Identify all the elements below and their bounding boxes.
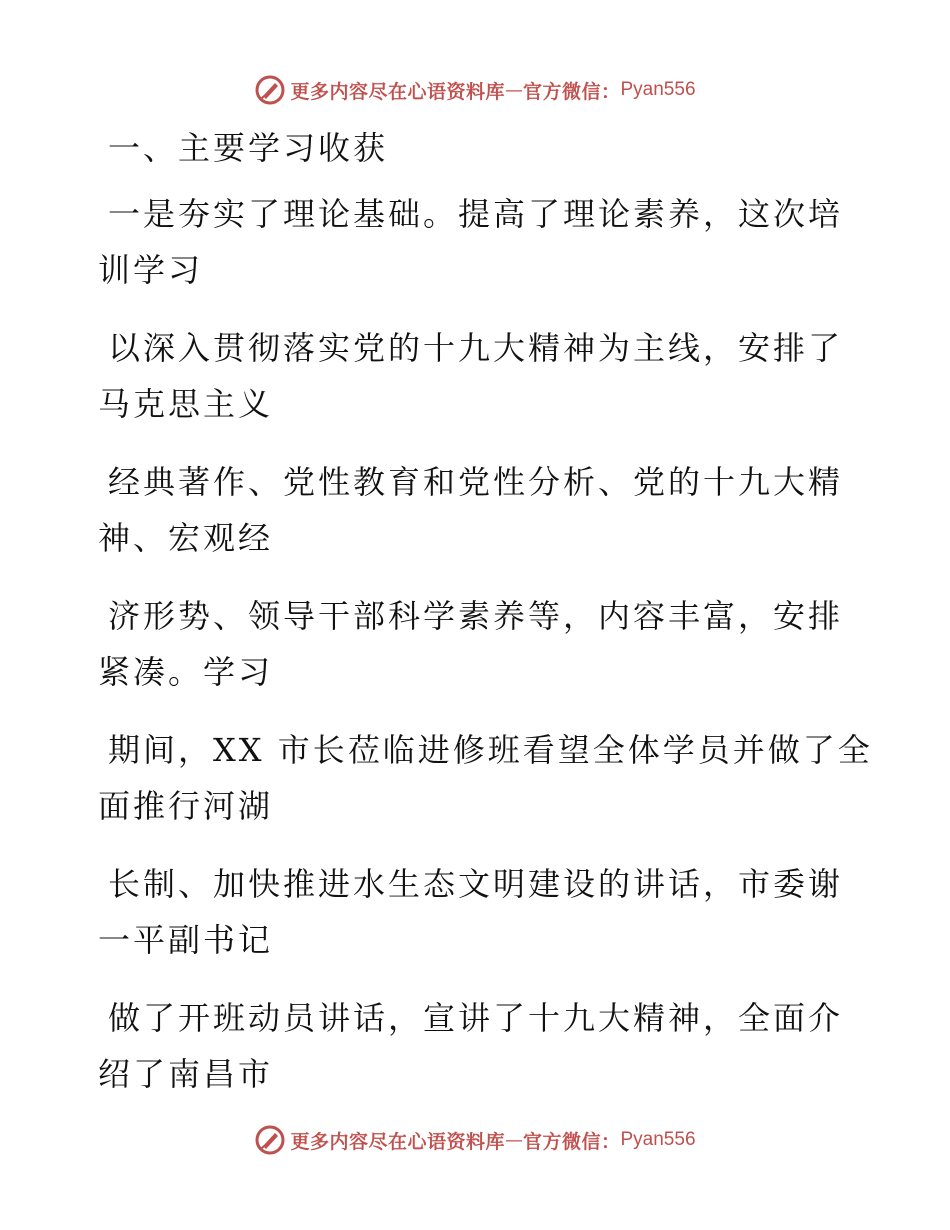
paragraph [98,990,858,1102]
footer-watermark [0,1120,950,1160]
paragraph-line: 经典著作、党性教育和党性分析、党的十九大精 [108,463,844,501]
paragraph-line: 训学习 [98,251,204,289]
document-body [98,122,873,1124]
paragraph-line: 绍了南昌市 [98,1055,274,1093]
section-heading: 一、主要学习收获 [108,129,389,167]
ink-pen-seal-icon [254,1124,286,1156]
watermark-label: 官方微信： [522,1130,621,1153]
paragraph [98,320,858,432]
paragraph [98,186,858,298]
paragraph-line: 神、宏观经 [98,519,274,557]
paragraph-line: 做了开班动员讲话，宣讲了十九大精神，全面介 [108,999,844,1037]
paragraph-line: 以深入贯彻落实党的十九大精神为主线，安排了 [108,329,844,367]
paragraph-line: 长制、加快推进水生态文明建设的讲话，市委谢 [108,865,844,903]
paragraph [98,588,858,700]
paragraph-line: 期间，XX 市长莅临进修班看望全体学员并做了全 [108,731,873,769]
watermark-text: 更多内容尽在心语资料库 [290,1130,505,1153]
watermark-text: 更多内容尽在心语资料库 [290,80,505,103]
ink-pen-seal-icon [254,74,286,106]
paragraph [98,454,858,566]
watermark-label: 官方微信： [522,80,621,103]
paragraph-line: 紧凑。学习 [98,653,274,691]
paragraph-line: 一是夯实了理论基础。提高了理论素养，这次培 [108,195,844,233]
paragraph [98,722,873,834]
watermark-dash: — [504,1129,523,1151]
watermark-id: Pyan556 [620,79,696,100]
paragraph-line: 一平副书记 [98,921,274,959]
paragraph [98,856,858,968]
paragraph-line: 济形势、领导干部科学素养等，内容丰富，安排 [108,597,844,635]
paragraph-line: 面推行河湖 [98,787,274,825]
header-watermark [0,70,950,110]
paragraph-line: 马克思主义 [98,385,274,423]
watermark-id: Pyan556 [620,1129,696,1150]
watermark-dash: — [504,79,523,101]
